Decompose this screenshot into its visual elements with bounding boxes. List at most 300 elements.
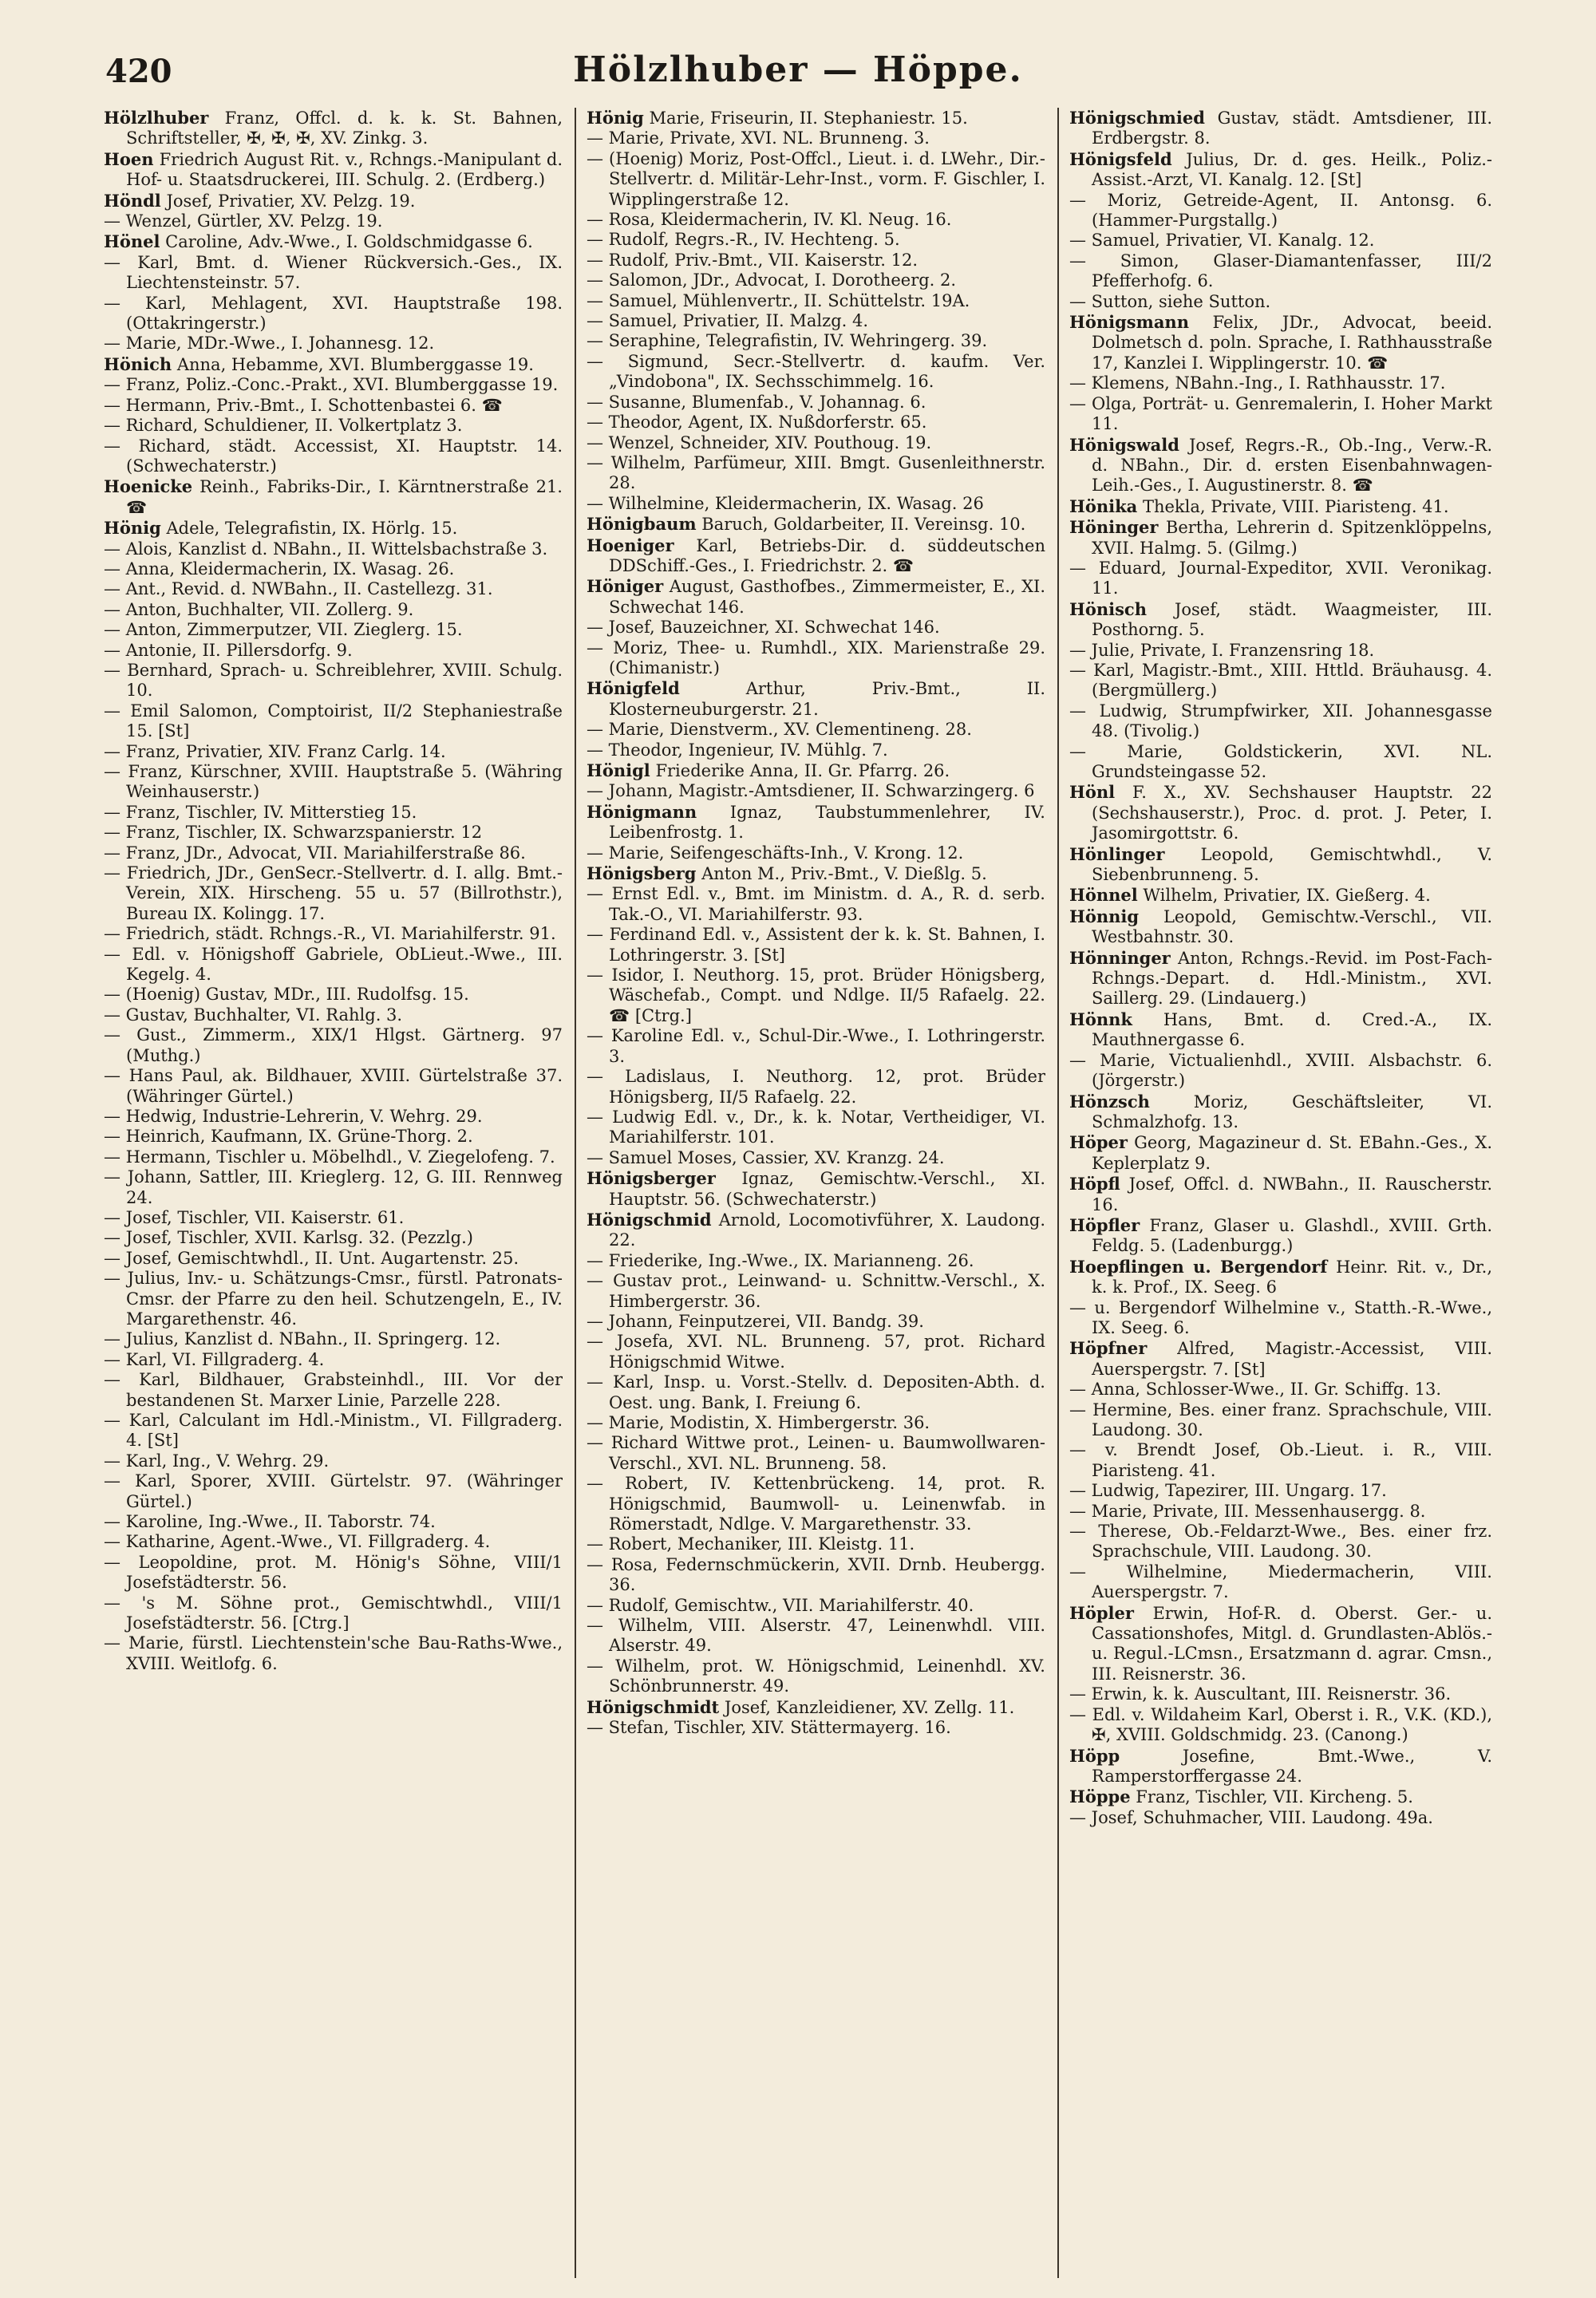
entry-details: — Julius, Inv.- u. Schätzungs-Cmsr., fürstl. Patronats-Cmsr. der Pfarre zu den heil. Schutzengeln, E., IV. Margarethenstr. 46. — [104, 1269, 563, 1329]
entry-details: Alfred, Magistr.-Accessist, VIII. Auerspergstr. 7. [St] — [1092, 1339, 1492, 1379]
entry-details: — Josefa, XVI. NL. Brunneng. 57, prot. Richard Hönigschmid Witwe. — [587, 1332, 1045, 1372]
entry-surname: Hönig — [587, 108, 644, 128]
directory-entry — [1069, 782, 1492, 843]
entry-details: — Josef, Tischler, VII. Kaiserstr. 61. — [104, 1207, 405, 1227]
directory-entry — [1069, 844, 1492, 886]
entry-details: — Moriz, Getreide-Agent, II. Antonsg. 6. (Hammer-Purgstallg.) — [1069, 190, 1492, 231]
entry-details: — Richard Wittwe prot., Leinen- u. Baumwollwaren-Verschl., XVI. NL. Brunneng. 58. — [587, 1433, 1045, 1473]
entry-details: Friederike Anna, II. Gr. Pfarrg. 26. — [650, 761, 950, 780]
entry-details: — Rosa, Federnschmückerin, XVII. Drnb. Heubergg. 36. — [587, 1554, 1045, 1595]
directory-entry — [1069, 885, 1492, 906]
entry-details: — Edl. v. Hönigshoff Gabriele, ObLieut.-Wwe., III. Kegelg. 4. — [104, 944, 563, 985]
entry-details: — Sigmund, Secr.-Stellvertr. d. kaufm. Ver. „Vindobona", IX. Sechsschimmelg. 16. — [587, 351, 1045, 392]
entry-details: — Moriz, Thee- u. Rumhdl., XIX. Marienstraße 29. (Chimanistr.) — [587, 638, 1045, 677]
directory-entry — [1069, 1174, 1492, 1215]
entry-details: — Franz, JDr., Advocat, VII. Mariahilferstraße 86. — [104, 843, 526, 863]
entry-surname: Hönika — [1069, 496, 1138, 516]
entry-details: — Samuel Moses, Cassier, XV. Kranzg. 24. — [587, 1147, 945, 1167]
directory-entry — [1069, 231, 1492, 251]
entry-details: — Isidor, I. Neuthorg. 15, prot. Brüder Hönigsberg, Wäschefab., Compt. und Ndlge. II/5 Rafaelg. 22. ☎ [Ctrg.] — [587, 965, 1045, 1025]
directory-entry — [104, 1593, 563, 1634]
directory-entry — [104, 641, 563, 661]
directory-entry — [587, 1108, 1045, 1148]
entry-surname: Hönisch — [1069, 598, 1147, 619]
directory-entry — [1069, 1562, 1492, 1603]
directory-entry — [104, 1208, 563, 1228]
entry-details: — Samuel, Privatier, II. Malzg. 4. — [587, 311, 869, 331]
directory-entry — [587, 1534, 1045, 1554]
entry-details: — Karoline Edl. v., Schul-Dir.-Wwe., I. Lothringerstr. 3. — [587, 1026, 1045, 1066]
entry-surname: Hönigbaum — [587, 514, 697, 535]
entry-details: F. X., XV. Sechshauser Hauptstr. 22 (Sechshauserstr.), Proc. d. prot. J. Peter, I. Jasomirgottstr. 6. — [1092, 783, 1492, 843]
entry-details: — Olga, Porträt- u. Genremalerin, I. Hoher Markt 11. — [1069, 393, 1492, 434]
directory-entry — [104, 1066, 563, 1107]
directory-entry — [104, 476, 563, 518]
entry-details: Reinh., Fabriks-Dir., I. Kärntnerstraße 21. ☎ — [126, 477, 563, 517]
entry-details: — Klemens, NBahn.-Ing., I. Rathhausstr. 17. — [1069, 373, 1446, 393]
entry-details: Franz, Glaser u. Glashdl., XVIII. Grth. Feldg. 5. (Ladenburgg.) — [1092, 1215, 1492, 1256]
entry-details: Josef, Kanzleidiener, XV. Zellg. 11. — [719, 1697, 1015, 1717]
entry-details: — Marie, Seifengeschäfts-Inh., V. Krong. 12. — [587, 843, 964, 863]
directory-entry — [104, 1127, 563, 1147]
directory-entry — [587, 1251, 1045, 1271]
directory-entry — [1069, 599, 1492, 641]
directory-entry — [104, 620, 563, 640]
directory-entry — [104, 559, 563, 579]
entry-details: — Edl. v. Wildaheim Karl, Oberst i. R., V.K. (KD.), ✠, XVIII. Goldschmidg. 23. (Canong.) — [1069, 1704, 1492, 1745]
entry-details: — Josef, Tischler, XVII. Karlsg. 32. (Pezzlg.) — [104, 1228, 473, 1248]
directory-entry — [587, 781, 1045, 801]
directory-entry — [587, 576, 1045, 618]
entry-details: Gustav, städt. Amtsdiener, III. Erdbergstr. 8. — [1092, 109, 1492, 148]
entry-details: — Samuel, Privatier, VI. Kanalg. 12. — [1069, 231, 1375, 251]
entry-details: — Theodor, Agent, IX. Nußdorferstr. 65. — [587, 413, 927, 432]
directory-entry — [587, 1271, 1045, 1312]
entry-details: Caroline, Adv.-Wwe., I. Goldschmidgasse 6. — [160, 232, 533, 252]
entry-details: — Ladislaus, I. Neuthorg. 12, prot. Brüder Hönigsberg, II/5 Rafaelg. 22. — [587, 1067, 1045, 1107]
entry-details: — Eduard, Journal-Expeditor, XVII. Veronikag. 11. — [1069, 558, 1492, 598]
directory-entry — [104, 149, 563, 191]
entry-surname: Hoepflingen u. Bergendorf — [1069, 1256, 1328, 1277]
directory-entry — [1069, 1522, 1492, 1562]
directory-entry — [1069, 1705, 1492, 1746]
entry-details: — Karoline, Ing.-Wwe., II. Taborstr. 74. — [104, 1512, 436, 1532]
entry-surname: Hönel — [104, 231, 160, 252]
entry-surname: Hönigl — [587, 760, 650, 780]
directory-entry — [587, 618, 1045, 638]
entry-details: Franz, Offcl. d. k. k. St. Bahnen, Schriftsteller, ✠, ✠, ✠, XV. Zinkg. 3. — [126, 109, 563, 148]
directory-entry — [104, 375, 563, 395]
directory-entry — [587, 270, 1045, 290]
directory-entry — [104, 294, 563, 334]
directory-entry — [104, 436, 563, 477]
entry-details: — Sutton, siehe Sutton. — [1069, 291, 1271, 311]
directory-entry — [104, 1167, 563, 1208]
entry-details: — 's M. Söhne prot., Gemischtwhdl., VIII/1 Josefstädterstr. 56. [Ctrg.] — [104, 1593, 563, 1633]
directory-entry — [587, 331, 1045, 351]
entry-details: — Emil Salomon, Comptoirist, II/2 Stephaniestraße 15. [St] — [104, 701, 563, 741]
entry-surname: Hönigsmann — [1069, 312, 1189, 333]
directory-entry — [587, 638, 1045, 679]
entry-details: — Gustav prot., Leinwand- u. Schnittw.-Verschl., X. Himbergerstr. 36. — [587, 1271, 1045, 1311]
directory-entry — [104, 803, 563, 823]
entry-details: — Franz, Tischler, IX. Schwarzspanierstr. 12 — [104, 823, 483, 843]
directory-entry — [587, 1210, 1045, 1251]
entry-surname: Höper — [1069, 1132, 1128, 1153]
directory-entry — [1069, 149, 1492, 191]
running-head: Hölzlhuber — Höppe. — [573, 49, 1023, 90]
directory-entry — [587, 1616, 1045, 1656]
column-divider — [1057, 108, 1059, 2278]
directory-entry — [104, 253, 563, 294]
directory-entry — [587, 433, 1045, 453]
directory-entry — [587, 494, 1045, 514]
directory-entry — [587, 1413, 1045, 1433]
directory-entry — [104, 1350, 563, 1370]
directory-entry — [1069, 641, 1492, 661]
directory-entry — [1069, 373, 1492, 393]
directory-entry — [587, 760, 1045, 781]
entry-details: — Ernst Edl. v., Bmt. im Ministm. d. A., R. d. serb. Tak.-O., VI. Mariahilferstr. 93. — [587, 884, 1045, 924]
directory-entry — [1069, 1380, 1492, 1400]
entry-details: Anton, Rchngs.-Revid. im Post-Fach-Rchngs.-Depart. d. Hdl.-Ministm., XVI. Saillerg. 29. (Lindauerg.) — [1092, 948, 1492, 1009]
entry-details: Wilhelm, Privatier, IX. Gießerg. 4. — [1137, 886, 1431, 906]
entry-details: Josef, städt. Waagmeister, III. Posthorng. 5. — [1092, 599, 1492, 640]
directory-entry — [587, 291, 1045, 311]
directory-entry — [104, 539, 563, 559]
entry-details: Anna, Hebamme, XVI. Blumberggasse 19. — [172, 354, 534, 374]
entry-details: Arthur, Priv.-Bmt., II. Klosterneuburgerstr. 21. — [609, 679, 1045, 719]
directory-entry — [587, 1168, 1045, 1210]
directory-entry — [1069, 1787, 1492, 1807]
entry-details: — v. Brendt Josef, Ob.-Lieut. i. R., VIII. Piaristeng. 41. — [1069, 1440, 1492, 1480]
entry-details: — Julie, Private, I. Franzensring 18. — [1069, 640, 1375, 660]
entry-details: Friedrich August Rit. v., Rchngs.-Manipulant d. Hof- u. Staatsdruckerei, III. Schulg. 2. (Erdberg.) — [126, 149, 563, 190]
column-divider — [575, 108, 576, 2278]
entry-details: — Josef, Gemischtwhdl., II. Unt. Augartenstr. 25. — [104, 1248, 519, 1268]
directory-entry — [1069, 251, 1492, 292]
directory-entry — [587, 965, 1045, 1026]
entry-details: — Friedrich, städt. Rchngs.-R., VI. Mariahilferstr. 91. — [104, 924, 556, 944]
entry-details: — Wilhelm, Parfümeur, XIII. Bmgt. Gusenleithnerstr. 28. — [587, 452, 1045, 493]
directory-entry — [1069, 394, 1492, 435]
directory-entry — [587, 1697, 1045, 1718]
directory-entry — [1069, 517, 1492, 559]
directory-entry — [104, 518, 563, 539]
entry-surname: Höpp — [1069, 1745, 1120, 1766]
entry-details: Baruch, Goldarbeiter, II. Vereinsg. 10. — [696, 515, 1026, 535]
entry-details: — Marie, MDr.-Wwe., I. Johannesg. 12. — [104, 334, 435, 353]
entry-surname: Höniger — [587, 576, 664, 597]
directory-entry — [587, 128, 1045, 148]
directory-entry — [1069, 1051, 1492, 1092]
directory-entry — [1069, 1808, 1492, 1828]
directory-entry — [587, 1718, 1045, 1738]
entry-details: — Rudolf, Gemischtw., VII. Mariahilferstr. 40. — [587, 1595, 974, 1615]
entry-surname: Hönigswald — [1069, 434, 1179, 455]
entry-details: — Franz, Poliz.-Conc.-Prakt., XVI. Blumberggasse 19. — [104, 375, 559, 395]
directory-entry — [587, 740, 1045, 760]
directory-entry — [104, 661, 563, 701]
directory-entry — [1069, 435, 1492, 496]
entry-details: Bertha, Lehrerin d. Spitzenklöppelns, XVII. Halmg. 5. (Gilmg.) — [1092, 518, 1492, 558]
directory-entry — [587, 884, 1045, 925]
directory-entry — [1069, 661, 1492, 701]
entry-details: — Karl, VI. Fillgraderg. 4. — [104, 1349, 325, 1369]
entry-details: — Wenzel, Gürtler, XV. Pelzg. 19. — [104, 211, 383, 231]
directory-entry — [1069, 1684, 1492, 1704]
entry-surname: Hönnel — [1069, 885, 1138, 906]
directory-entry — [104, 1107, 563, 1127]
entry-details: — Johann, Feinputzerei, VII. Bandg. 39. — [587, 1311, 924, 1331]
entry-details: — Heinrich, Kaufmann, IX. Grüne-Thorg. 2. — [104, 1127, 473, 1147]
directory-entry — [1069, 1215, 1492, 1257]
entry-details: — Samuel, Mühlenvertr., II. Schüttelstr. 19A. — [587, 290, 970, 310]
entry-details: Ignaz, Taubstummenlehrer, IV. Leibenfrostg. 1. — [609, 802, 1045, 843]
directory-entry — [587, 925, 1045, 965]
directory-entry — [104, 843, 563, 863]
directory-entry — [1069, 496, 1492, 517]
directory-entry — [587, 230, 1045, 250]
directory-entry — [1069, 701, 1492, 742]
entry-details: — Ant., Revid. d. NWBahn., II. Castellezg. 31. — [104, 579, 493, 599]
directory-entry — [587, 108, 1045, 128]
directory-entry — [587, 1596, 1045, 1616]
entry-details: — Josef, Schuhmacher, VIII. Laudong. 49a. — [1069, 1807, 1433, 1827]
directory-entry — [104, 1633, 563, 1674]
entry-surname: Hönigschmidt — [587, 1696, 720, 1717]
entry-surname: Höpfler — [1069, 1214, 1140, 1235]
entry-surname: Höndl — [104, 190, 161, 211]
directory-entry — [1069, 312, 1492, 373]
entry-surname: Hönigmann — [587, 801, 697, 822]
entry-details: — Hans Paul, ak. Bildhauer, XVIII. Gürtelstraße 37. (Währinger Gürtel.) — [104, 1066, 563, 1106]
directory-entry — [104, 863, 563, 924]
entry-details: — Leopoldine, prot. M. Hönig's Söhne, VIII/1 Josefstädterstr. 56. — [104, 1552, 563, 1593]
entry-details: — Ludwig Edl. v., Dr., k. k. Notar, Vertheidiger, VI. Mariahilferstr. 101. — [587, 1107, 1045, 1147]
entry-details: — Theodor, Ingenieur, IV. Mühlg. 7. — [587, 740, 888, 760]
entry-details: — Salomon, JDr., Advocat, I. Dorotheerg. 2. — [587, 270, 957, 290]
entry-details: Ignaz, Gemischtw.-Verschl., XI. Hauptstr. 56. (Schwechaterstr.) — [609, 1169, 1045, 1209]
directory-entry — [587, 1067, 1045, 1108]
entry-details: Karl, Betriebs-Dir. d. süddeutschen DDSchiff.-Ges., I. Friedrichstr. 2. ☎ — [609, 535, 1045, 575]
directory-entry — [104, 1329, 563, 1349]
entry-details: — Johann, Sattler, III. Krieglerg. 12, G. III. Rennweg 24. — [104, 1167, 563, 1207]
column-middle — [587, 108, 1045, 2278]
directory-entry — [1069, 292, 1492, 312]
directory-entry — [104, 985, 563, 1005]
entry-details: — Hedwig, Industrie-Lehrerin, V. Wehrg. 29. — [104, 1106, 483, 1126]
entry-details: — Ferdinand Edl. v., Assistent der k. k. St. Bahnen, I. Lothringerstr. 3. [St] — [587, 925, 1045, 965]
entry-details: Arnold, Locomotivführer, X. Laudong. 22. — [609, 1210, 1045, 1250]
directory-entry — [104, 823, 563, 843]
entry-surname: Hönigschmid — [587, 1209, 712, 1230]
directory-entry — [587, 1372, 1045, 1413]
entry-details: — Anna, Kleidermacherin, IX. Wasag. 26. — [104, 559, 455, 578]
directory-entry — [587, 352, 1045, 393]
entry-details: — Josef, Bauzeichner, XI. Schwechat 146. — [587, 618, 940, 638]
directory-entry — [1069, 1746, 1492, 1787]
directory-entry — [587, 1148, 1045, 1168]
directory-entry — [1069, 948, 1492, 1009]
entry-details: August, Gasthofbes., Zimmermeister, E., XI. Schwechat 146. — [609, 577, 1045, 617]
directory-entry — [587, 1656, 1045, 1697]
entry-details: — Wilhelm, VIII. Alserstr. 47, Leinenwhdl. VIII. Alserstr. 49. — [587, 1616, 1045, 1656]
directory-entry — [587, 678, 1045, 720]
entry-details: Felix, JDr., Advocat, beeid. Dolmetsch d. poln. Sprache, I. Rathhausstraße 17, Kanzlei I. Wipplingerstr. 10. ☎ — [1092, 313, 1492, 373]
directory-entry — [104, 762, 563, 803]
column-right — [1069, 108, 1492, 2278]
entry-details: Heinr. Rit. v., Dr., k. k. Prof., IX. Seeg. 6 — [1092, 1257, 1492, 1297]
entry-details: — Wilhelmine, Miedermacherin, VIII. Auerspergstr. 7. — [1069, 1562, 1492, 1602]
entry-surname: Hönninger — [1069, 947, 1171, 968]
directory-entry — [104, 1553, 563, 1593]
entry-details: — Karl, Ing., V. Wehrg. 29. — [104, 1451, 330, 1471]
directory-entry — [587, 311, 1045, 331]
entry-details: — Rudolf, Priv.-Bmt., VII. Kaiserstr. 12. — [587, 250, 918, 270]
entry-details: Thekla, Private, VIII. Piaristeng. 41. — [1137, 496, 1449, 516]
entry-details: — Gust., Zimmerm., XIX/1 Hlgst. Gärtnerg. 97 (Muthg.) — [104, 1025, 563, 1065]
entry-details: — Robert, IV. Kettenbrückeng. 14, prot. R. Hönigschmid, Baumwoll- u. Leinenwfab. in Römerstadt, Ndlge. V. Margarethenstr. 33. — [587, 1474, 1045, 1534]
directory-entry — [104, 1269, 563, 1329]
entry-surname: Hoenicke — [104, 476, 193, 497]
entry-details: — Marie, Private, III. Messenhausergg. 8. — [1069, 1501, 1426, 1521]
page-header — [0, 48, 1596, 104]
entry-details: — Karl, Insp. u. Vorst.-Stellv. d. Depositen-Abth. d. Oest. ung. Bank, I. Freiung 6. — [587, 1372, 1045, 1412]
directory-entry — [587, 210, 1045, 230]
directory-entry — [587, 413, 1045, 432]
directory-entry — [104, 211, 563, 231]
directory-entry — [587, 1312, 1045, 1332]
directory-entry — [1069, 1298, 1492, 1339]
entry-details: — Karl, Bmt. d. Wiener Rückversich.-Ges., IX. Liechtensteinstr. 57. — [104, 252, 563, 293]
entry-details: — Julius, Kanzlist d. NBahn., II. Springerg. 12. — [104, 1329, 501, 1349]
entry-details: — Hermann, Priv.-Bmt., I. Schottenbastei 6. ☎ — [104, 395, 503, 415]
entry-details: — Karl, Calculant im Hdl.-Ministm., VI. Fillgraderg. 4. [St] — [104, 1411, 563, 1451]
entry-details: — Anton, Buchhalter, VII. Zollerg. 9. — [104, 599, 414, 619]
directory-entry — [1069, 108, 1492, 149]
entry-surname: Hönigsberg — [587, 863, 697, 884]
directory-entry — [104, 924, 563, 944]
entry-details: — Alois, Kanzlist d. NBahn., II. Wittelsbachstraße 3. — [104, 539, 548, 559]
entry-surname: Hoeniger — [587, 535, 674, 555]
entry-surname: Hölzlhuber — [104, 108, 209, 128]
entry-details: — Franz, Tischler, IV. Mitterstieg 15. — [104, 802, 417, 822]
directory-entry — [104, 1005, 563, 1025]
directory-entry — [104, 1147, 563, 1167]
entry-surname: Hönnk — [1069, 1009, 1132, 1029]
entry-details: — Friederike, Ing.-Wwe., IX. Marianneng. 26. — [587, 1250, 974, 1270]
directory-entry — [104, 416, 563, 436]
entry-details: — Karl, Mehlagent, XVI. Hauptstraße 198. (Ottakringerstr.) — [104, 293, 563, 334]
entry-details: — Ludwig, Tapezirer, III. Ungarg. 17. — [1069, 1481, 1387, 1501]
entry-surname: Hönigschmied — [1069, 108, 1205, 128]
directory-entry — [104, 334, 563, 353]
entry-details: — Gustav, Buchhalter, VI. Rahlg. 3. — [104, 1005, 403, 1025]
entry-details: — Marie, Private, XVI. NL. Brunneng. 3. — [587, 128, 930, 148]
entry-surname: Höpfner — [1069, 1338, 1148, 1359]
directory-entry — [587, 802, 1045, 843]
directory-entry — [587, 251, 1045, 270]
directory-entry — [587, 1332, 1045, 1372]
directory-entry — [104, 108, 563, 149]
entry-details: Leopold, Gemischtwhdl., V. Siebenbrunneng. 5. — [1092, 844, 1492, 885]
entry-surname: Hoen — [104, 148, 154, 169]
directory-entry — [1069, 1603, 1492, 1685]
entry-details: — Ludwig, Strumpfwirker, XII. Johannesgasse 48. (Tivolig.) — [1069, 701, 1492, 741]
entry-details: — (Hoenig) Gustav, MDr., III. Rudolfsg. 15. — [104, 985, 469, 1005]
directory-entry — [1069, 742, 1492, 783]
directory-entry — [1069, 1400, 1492, 1441]
entry-details: — Stefan, Tischler, XIV. Stättermayerg. 16. — [587, 1718, 951, 1738]
directory-entry — [104, 1451, 563, 1471]
entry-details: — Katharine, Agent.-Wwe., VI. Fillgraderg. 4. — [104, 1532, 491, 1552]
directory-entry — [1069, 1132, 1492, 1174]
directory-entry — [587, 514, 1045, 535]
directory-entry — [587, 843, 1045, 863]
entry-details: Josef, Privatier, XV. Pelzg. 19. — [160, 191, 416, 211]
directory-entry — [587, 535, 1045, 577]
directory-entry — [587, 720, 1045, 740]
directory-entry — [104, 945, 563, 985]
entry-details: — Marie, Dienstverm., XV. Clementineng. 28. — [587, 720, 972, 740]
directory-entry — [1069, 1092, 1492, 1133]
entry-details: Josef, Offcl. d. NWBahn., II. Rauscherstr. 16. — [1092, 1175, 1492, 1214]
entry-details: — Karl, Magistr.-Bmt., XIII. Httld. Bräuhausg. 4. (Bergmüllerg.) — [1069, 660, 1492, 701]
entry-details: — Seraphine, Telegrafistin, IV. Wehringerg. 39. — [587, 331, 988, 351]
directory-entry — [104, 701, 563, 742]
entry-details: — u. Bergendorf Wilhelmine v., Statth.-R.-Wwe., IX. Seeg. 6. — [1069, 1297, 1492, 1337]
entry-details: — (Hoenig) Moriz, Post-Offcl., Lieut. i. d. LWehr., Dir.-Stellvertr. d. Militär-Lehr-Inst., vorm. F. Gischler, I. Wipplingerstraße 12. — [587, 148, 1045, 209]
entry-details: — Rudolf, Regrs.-R., IV. Hechteng. 5. — [587, 230, 900, 250]
entry-details: Adele, Telegrafistin, IX. Hörlg. 15. — [160, 519, 458, 539]
directory-entry — [1069, 1338, 1492, 1380]
entry-details: — Susanne, Blumenfab., V. Johannag. 6. — [587, 392, 926, 412]
directory-entry — [587, 453, 1045, 494]
directory-entry — [104, 191, 563, 211]
entry-details: Marie, Friseurin, II. Stephaniestr. 15. — [643, 109, 968, 128]
entry-surname: Hönig — [104, 518, 161, 539]
entry-details: — Therese, Ob.-Feldarzt-Wwe., Bes. einer frz. Sprachschule, VIII. Laudong. 30. — [1069, 1522, 1492, 1562]
directory-entry — [1069, 1440, 1492, 1481]
directory-entry — [587, 149, 1045, 210]
entry-surname: Hönlinger — [1069, 843, 1165, 864]
directory-entry — [1069, 1502, 1492, 1522]
entry-details: — Anton, Zimmerputzer, VII. Zieglerg. 15. — [104, 620, 463, 640]
entry-surname: Hönigfeld — [587, 678, 680, 699]
directory-entry — [104, 742, 563, 762]
entry-details: Erwin, Hof-R. d. Oberst. Ger.- u. Cassationshofes, Mitgl. d. Grundlasten-Ablös.- u. Regul.-LCmsn., Ersatzmann d. agrar. Cmsn., III. Reisnerstr. 36. — [1092, 1603, 1492, 1684]
entry-details: — Anna, Schlosser-Wwe., II. Gr. Schiffg. 13. — [1069, 1380, 1442, 1400]
entry-surname: Hönigsfeld — [1069, 148, 1172, 169]
entry-details: Josefine, Bmt.-Wwe., V. Ramperstorffergasse 24. — [1092, 1746, 1492, 1786]
entry-details: — Bernhard, Sprach- u. Schreiblehrer, XVIII. Schulg. 10. — [104, 660, 563, 701]
directory-entry — [104, 1471, 563, 1512]
entry-details: — Karl, Sporer, XVIII. Gürtelstr. 97. (Währinger Gürtel.) — [104, 1471, 563, 1511]
directory-entry — [587, 1474, 1045, 1534]
entry-surname: Höpfl — [1069, 1174, 1120, 1194]
entry-details: Anton M., Priv.-Bmt., V. Dießlg. 5. — [696, 864, 987, 884]
entry-details: — Marie, Modistin, X. Himbergerstr. 36. — [587, 1413, 930, 1432]
entry-surname: Höninger — [1069, 517, 1159, 538]
entry-details: Julius, Dr. d. ges. Heilk., Poliz.-Assist.-Arzt, VI. Kanalg. 12. [St] — [1092, 149, 1492, 190]
entry-surname: Hönnig — [1069, 906, 1140, 926]
directory-entry — [104, 1370, 563, 1411]
directory-entry — [1069, 191, 1492, 231]
entry-details: Georg, Magazineur d. St. EBahn.-Ges., X. Keplerplatz 9. — [1092, 1133, 1492, 1173]
entry-details: — Marie, Victualienhdl., XVIII. Alsbachstr. 6. (Jörgerstr.) — [1069, 1050, 1492, 1091]
entry-surname: Hönich — [104, 353, 172, 374]
